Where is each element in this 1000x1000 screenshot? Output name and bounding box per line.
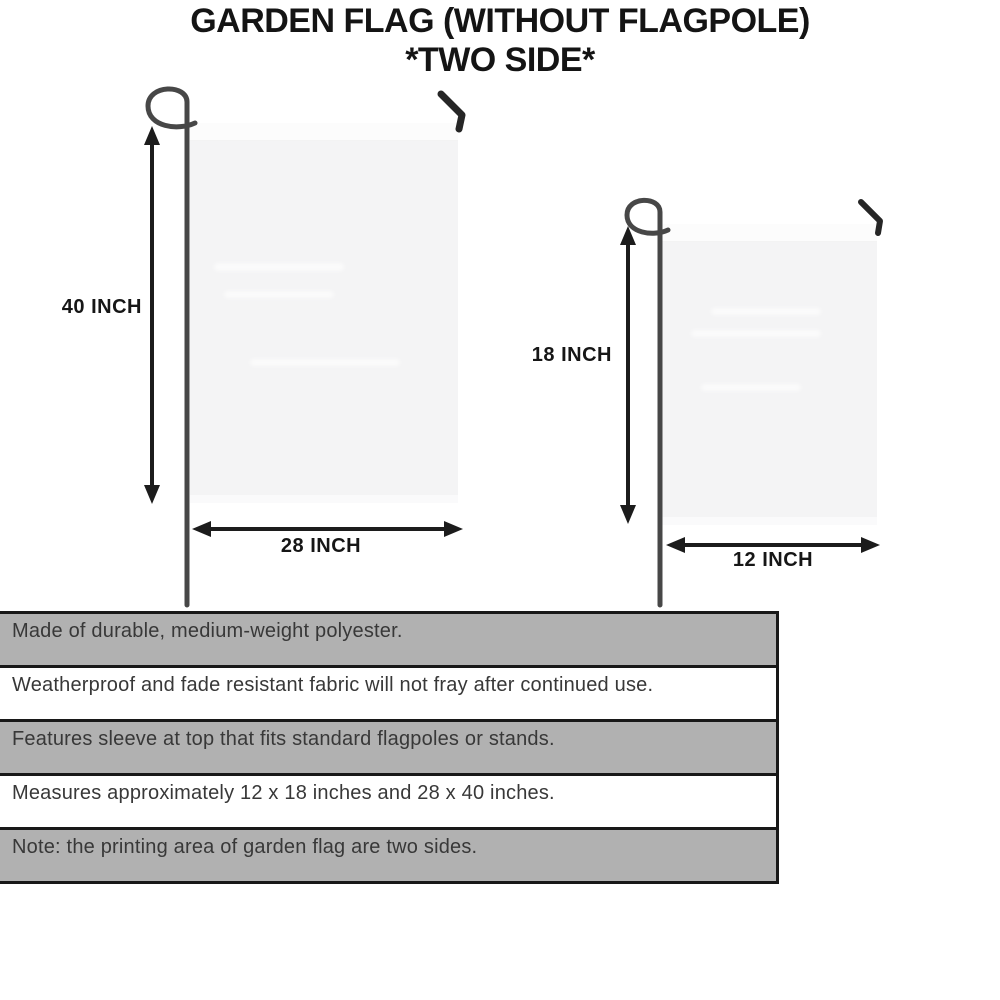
large-flag-width-label: 28 INCH <box>280 535 362 557</box>
spec-row: Weatherproof and fade resistant fabric will not fray after continued use. <box>0 665 779 722</box>
small-flag-width-label: 12 INCH <box>732 549 814 571</box>
small-flagpole-icon <box>627 200 668 605</box>
large-flagpole-icon <box>148 89 195 605</box>
large-flag-height-label: 40 INCH <box>61 296 142 318</box>
product-specs-list <box>0 611 779 884</box>
small-flag-hook-icon <box>861 202 880 233</box>
page-title-line2: *TWO SIDE* <box>405 41 595 79</box>
small-flag-height-label: 18 INCH <box>531 344 612 366</box>
spec-row: Features sleeve at top that fits standard flagpoles or stands. <box>0 719 779 776</box>
small-flag-height-arrow <box>620 226 636 524</box>
spec-row: Measures approximately 12 x 18 inches and 28 x 40 inches. <box>0 773 779 830</box>
large-flag-height-arrow <box>144 126 160 504</box>
spec-row: Note: the printing area of garden flag are two sides. <box>0 827 779 884</box>
page-title-line1: GARDEN FLAG (WITHOUT FLAGPOLE) <box>190 2 810 40</box>
spec-row: Made of durable, medium-weight polyester. <box>0 611 779 668</box>
large-flag-hook-icon <box>441 94 462 129</box>
